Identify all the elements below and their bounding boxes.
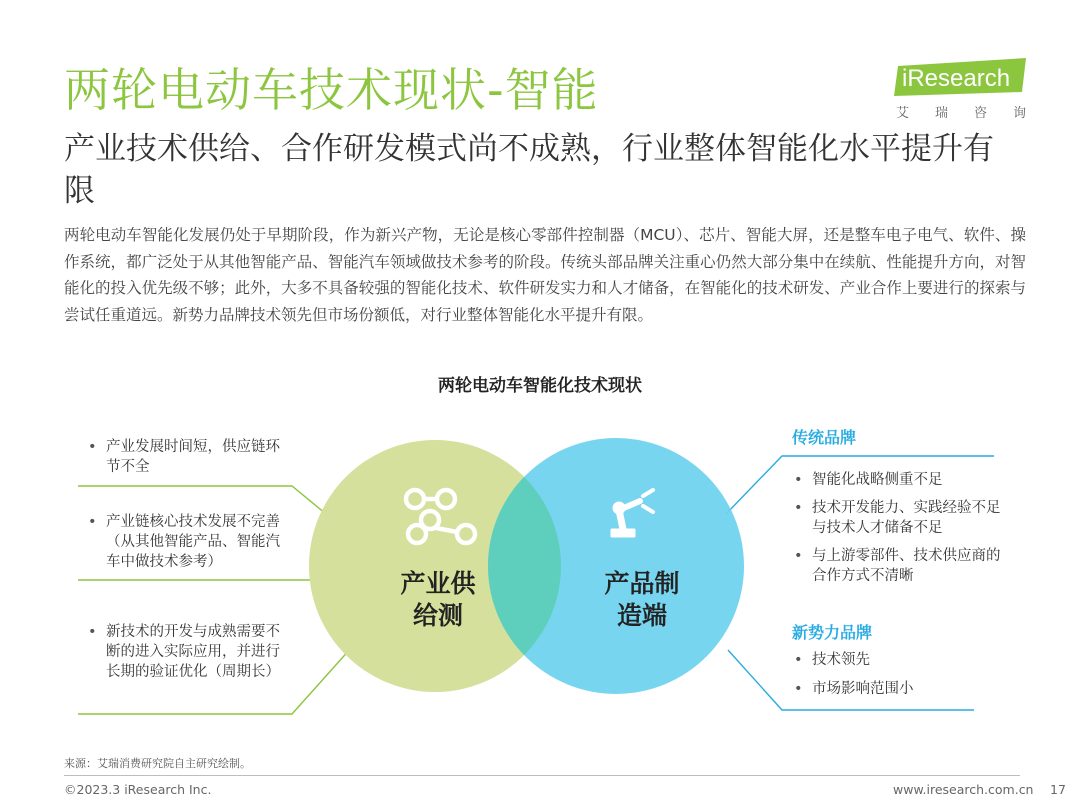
source-note: 来源：艾瑞消费研究院自主研究绘制。 <box>64 757 251 770</box>
right-circle-line2: 造端 <box>616 601 667 630</box>
left-circle-line1: 产业供 <box>400 569 476 598</box>
logo-cn-char: 询 <box>1012 106 1026 121</box>
footer-url[interactable]: www.iresearch.com.cn <box>893 782 1034 797</box>
list-item: • 与上游零部件、技术供应商的合作方式不清晰 <box>790 546 1002 586</box>
page-subtitle: 产业技术供给、合作研发模式尚不成熟，行业整体智能化水平提升有限 <box>64 131 994 209</box>
left-bullet-group-2 <box>84 512 294 572</box>
list-item: • 技术领先 <box>790 650 1002 670</box>
logo-cn-char: 咨 <box>973 106 987 121</box>
traditional-brand-list <box>790 470 1002 586</box>
body-paragraph: 两轮电动车智能化发展仍处于早期阶段，作为新兴产物，无论是核心零部件控制器（MCU）、芯片、智能大屏，还是整车电子电气、软件、操作系统，都广泛处于从其他智能产品、智能汽车领域做技术参考的阶段。传统头部品牌关注重心仍然大部分集中在续航、性能提升方向，对智能化的投入优先级不够；此外，大多不具备较强的智能化技术、软件研发实力和人才储备，在智能化的技术研发、产业合作上要进行的探索与尝试任重道远。新势力品牌技术领先但市场份额低，对行业整体智能化水平提升有限。 <box>64 226 1026 324</box>
diagram-title: 两轮电动车智能化技术现状 <box>438 376 642 396</box>
list-item: • 产业链核心技术发展不完善（从其他智能产品、智能汽车中做技术参考） <box>84 512 294 572</box>
page-title: 两轮电动车技术现状-智能 <box>64 63 599 117</box>
newforce-brand-list <box>790 650 1002 699</box>
logo-cn-char: 艾 <box>896 106 910 121</box>
left-circle-label <box>378 568 498 632</box>
list-item: • 新技术的开发与成熟需要不断的进入实际应用，并进行长期的验证优化（周期长） <box>84 622 294 682</box>
right-circle-line1: 产品制 <box>604 569 680 598</box>
left-circle-line2: 给测 <box>412 601 463 630</box>
page-number: 17 <box>1050 782 1066 797</box>
list-item: • 产业发展时间短，供应链环节不全 <box>84 437 294 477</box>
list-item: • 市场影响范围小 <box>790 679 1002 699</box>
newforce-brand-heading: 新势力品牌 <box>792 623 873 642</box>
right-circle-label <box>582 568 702 632</box>
list-item: • 技术开发能力、实践经验不足与技术人才储备不足 <box>790 498 1002 538</box>
left-bullet-group-3 <box>84 622 294 682</box>
traditional-brand-heading: 传统品牌 <box>792 428 857 447</box>
copyright: ©2023.3 iResearch Inc. <box>64 782 212 797</box>
logo-word: iResearch <box>902 65 1011 92</box>
list-item: • 智能化战略侧重不足 <box>790 470 1002 490</box>
footer-divider <box>64 775 1020 776</box>
left-bullet-group-1 <box>84 437 294 477</box>
logo-cn-char: 瑞 <box>934 106 948 121</box>
